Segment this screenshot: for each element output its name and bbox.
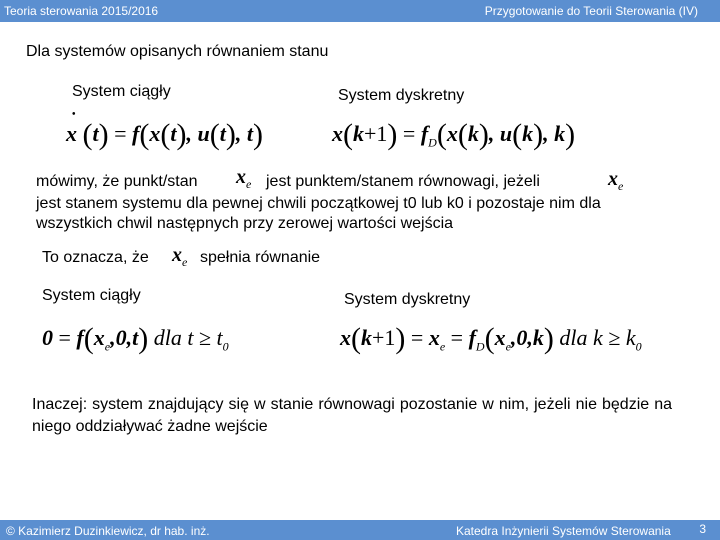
continuous-label-2: System ciągły xyxy=(42,287,141,304)
continuous-state-equation: • x (t) = f(x(t), u(t), t) xyxy=(66,109,263,151)
definition-line2: jest stanem systemu dla pewnej chwili początkowej t0 lub k0 i pozostaje nim dla xyxy=(36,195,601,212)
course-title: Teoria sterowania 2015/2016 xyxy=(4,4,159,18)
means-part2: spełnia równanie xyxy=(200,249,321,266)
equilibrium-state-symbol-2: $x_e$ xyxy=(608,168,624,193)
discrete-state-equation: $x(k+1) = f_D(x(k)$, u(k), k) xyxy=(332,118,576,151)
discrete-equilibrium-equation: $x(k+1) = x_e = f_D(x_e,0,k)$ dla $k \ge k_0$ xyxy=(340,322,642,355)
equilibrium-state-symbol-3: $x_e$ xyxy=(172,244,188,269)
definition-part2: jest punktem/stanem równowagi, jeżeli xyxy=(266,173,540,190)
slide-header xyxy=(0,0,720,22)
discrete-label-1: System dyskretny xyxy=(338,87,465,104)
continuous-equilibrium-equation: $0 = f(x_e,0,t)$ dla $t \ge t_0$ xyxy=(42,322,229,355)
discrete-label-2: System dyskretny xyxy=(344,291,471,308)
means-part1: To oznacza, że xyxy=(42,249,149,266)
lecture-title: Przygotowanie do Teorii Sterowania (IV) xyxy=(484,4,698,18)
intro-text: Dla systemów opisanych równaniem stanu xyxy=(26,43,329,60)
continuous-label-1: System ciągły xyxy=(72,83,171,100)
definition-part1: mówimy, że punkt/stan xyxy=(36,173,198,190)
department: Katedra Inżynierii Systemów Sterowania xyxy=(456,524,671,538)
slide-footer xyxy=(0,520,720,540)
page-number: 3 xyxy=(699,522,706,536)
definition-line3: wszystkich chwil następnych przy zerowej wartości wejścia xyxy=(36,215,454,232)
author: © Kazimierz Duzinkiewicz, dr hab. inż. xyxy=(6,524,210,538)
equilibrium-state-symbol: $x_e$ xyxy=(236,166,252,191)
conclusion-text: Inaczej: system znajdujący się w stanie równowagi pozostanie w nim, jeżeli nie będzie na niego oddziaływać żadne wejście xyxy=(32,396,672,435)
dot-accent: • xyxy=(72,109,76,120)
